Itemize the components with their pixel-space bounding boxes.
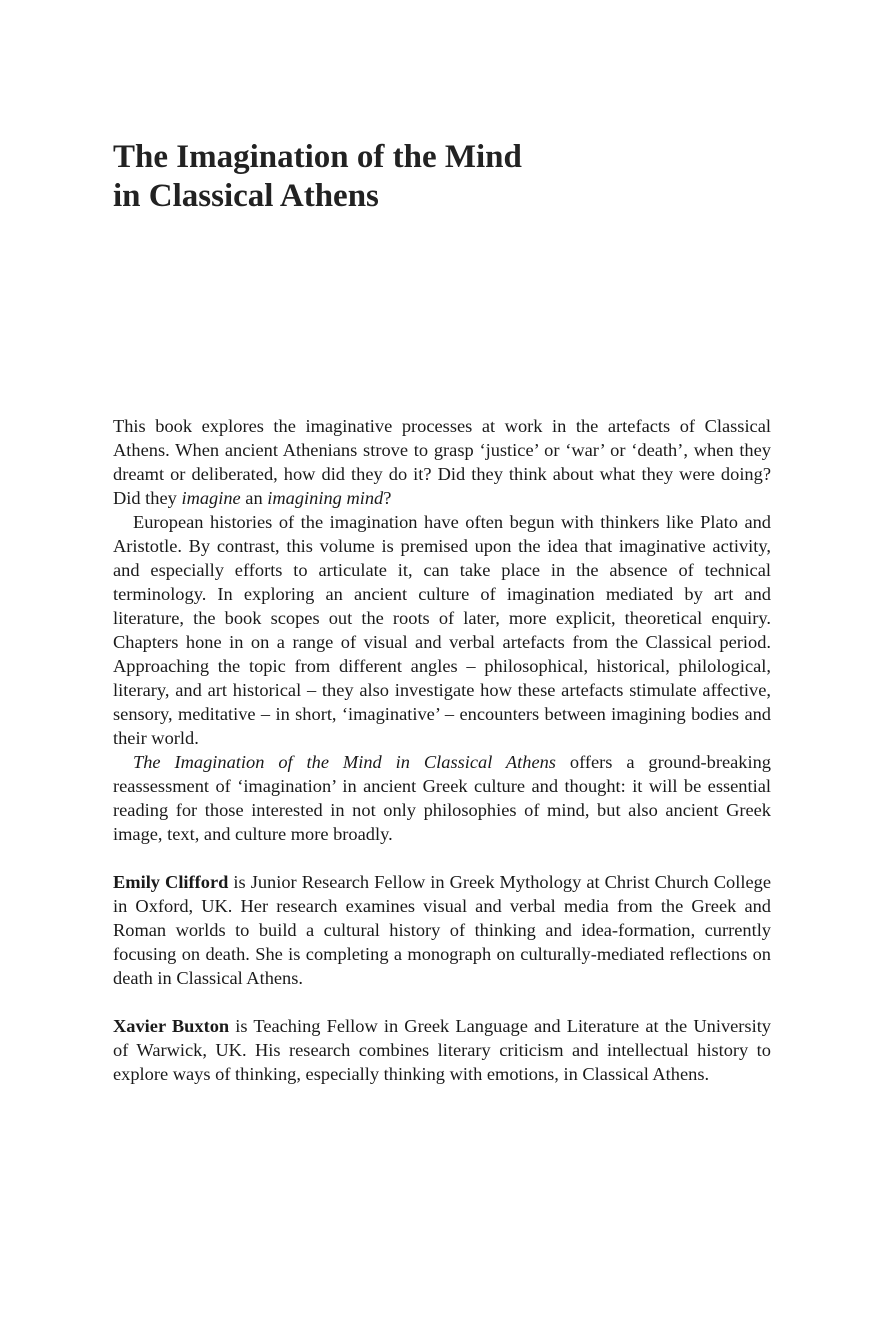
author-name-2: Xavier Buxton xyxy=(113,1016,230,1036)
author-bio-text-2: is Teaching Fellow in Greek Language and Literature at the University of Warwick, UK. His research combines literary criticism and intellectual history to explore ways of thinking, especially thinking with emotions, in Classical Athens. xyxy=(113,1016,772,1084)
blurb-p1-end: ? xyxy=(383,488,392,508)
author-name-1: Emily Clifford xyxy=(113,872,229,892)
author-bio-2 xyxy=(113,1014,771,1086)
blurb-p1-italic-imagine: imagine xyxy=(181,488,241,508)
book-description xyxy=(113,414,771,1086)
blurb-p1-mid: an xyxy=(240,488,268,508)
blurb-paragraph-1 xyxy=(113,414,771,510)
book-title-line-2: in Classical Athens xyxy=(113,178,379,214)
book-title-line-1: The Imagination of the Mind xyxy=(113,139,522,175)
blurb-p3-book-title: The Imagination of the Mind in Classical Athens xyxy=(133,752,556,772)
blurb-p1-italic-imagining-mind: imagining mind xyxy=(267,488,384,508)
book-title xyxy=(113,138,771,216)
author-bio-1 xyxy=(113,870,771,990)
author-bio-text-1: is Junior Research Fellow in Greek Mythology at Christ Church College in Oxford, UK. Her research examines visual and verbal media from the Greek and Roman worlds to build a cultural history of thinking and idea-formation, currently focusing on death. She is completing a monograph on culturally-mediated reflections on death in Classical Athens. xyxy=(113,872,771,988)
blurb-paragraph-3 xyxy=(113,750,771,846)
blurb-p3-text: offers a ground-breaking reassessment of ‘imagination’ in ancient Greek culture and thought: it will be essential reading for those interested in not only philosophies of mind, but also ancient Greek image, text, and culture more broadly. xyxy=(113,752,771,844)
blurb-paragraph-2: European histories of the imagination have often begun with thinkers like Plato and Aristotle. By contrast, this volume is premised upon the idea that imaginative activity, and especially efforts to articulate it, can take place in the absence of technical terminology. In exploring an ancient culture of imagination mediated by art and literature, the book scopes out the roots of later, more explicit, theoretical enquiry. Chapters hone in on a range of visual and verbal artefacts from the Classical period. Approaching the topic from different angles – philosophical, historical, philological, literary, and art historical – they also investigate how these artefacts stimulate affective, sensory, meditative – in short, ‘imaginative’ – encounters between imagining bodies and their world. xyxy=(113,512,771,748)
blurb-p1-text: This book explores the imaginative processes at work in the artefacts of Classical Athens. When ancient Athenians strove to grasp ‘justice’ or ‘war’ or ‘death’, when they dreamt or deliberated, how did they do it? Did they think about what they were doing? Did they xyxy=(113,416,771,508)
